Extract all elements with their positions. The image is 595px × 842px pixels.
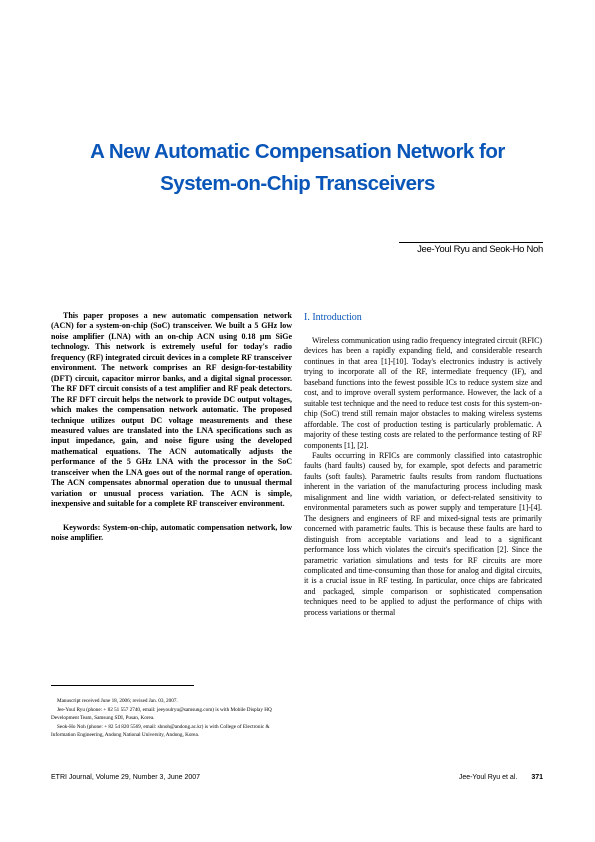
footer-journal: ETRI Journal, Volume 29, Number 3, June 2007 xyxy=(51,774,201,781)
paragraph: Faults occurring in RFICs are commonly classified into catastrophic faults (hard faults) caused by, for example, spot defects and parametric faults (soft faults). Parametric faults results from random fluctuations inherent in the variation of the manufacturing process including mask misalignment and line width variation, or defect-related sensitivity to environmental parameters such as power supply and temperature [1]-[4]. The designers and engineers of RF and mixed-signal tests are primarily concerned with parametric faults. This is because these faults are hard to distinguish from acceptable variations and lead to a significant performance loss which violates the circuit's specification [2]. Since the parametric variation simulations and tests for RF circuits are more complicated and time-consuming than those for analog and digital circuits, it is a crucial issue in RF testing. In particular, once chips are fabricated and packaged, simple comparison or sophisticated compensation techniques need to be applied to adjust the performance of chips with process variations or thermal xyxy=(304,450,542,617)
right-column xyxy=(304,312,542,618)
footnote-author-1: Jee-Youl Ryu (phone: + 82 51 557 2740, email: jeeyoulryu@samsung.com) is with Mobile Display HQ Development Team, Samsung SDI, Pusan, Korea. xyxy=(51,706,272,721)
abstract: This paper proposes a new automatic compensation network (ACN) for a system-on-chip (SoC) transceiver. We built a 5 GHz low noise amplifier (LNA) with an on-chip ACN using 0.18 µm SiGe technology. This network is extremely useful for today's radio frequency (RF) integrated circuit devices in a complete RF transceiver environment. The network comprises an RF design-for-testability (DFT) circuit, capacitor mirror banks, and a digital signal processor. The RF DFT circuit consists of a test amplifier and RF peak detectors. The RF DFT circuit helps the network to provide DC output voltages, which makes the compensation network automatic. The proposed technique utilizes output DC voltage measurements and these measured values are translated into the LNA specifications such as input impedance, gain, and noise figure using the developed mathematical equations. The ACN automatically adjusts the performance of the 5 GHz LNA with the processor in the SoC transceiver when the LNA goes out of the normal range of operation. The ACN compensates abnormal operation due to unusual thermal variation or unusual process variation. The ACN is simple, inexpensive and suitable for a complete RF transceiver environment. xyxy=(51,311,292,509)
footnotes xyxy=(51,697,292,740)
title-line-2: System-on-Chip Transceivers xyxy=(160,172,435,195)
footer-running-author: Jee-Youl Ryu et al. xyxy=(458,774,518,781)
author-line: Jee-Youl Ryu and Seok-Ho Noh xyxy=(417,244,543,255)
author-rule xyxy=(399,242,543,243)
title-line-1: A New Automatic Compensation Network for xyxy=(90,140,505,163)
paragraph: Wireless communication using radio frequency integrated circuit (RFIC) devices has been a rapidly expanding field, and considerable research continues in that area [1]-[10]. Today's electronics industry is actively trying to incorporate all of the RF, intermediate frequency (IF), and baseband functions into the fewest possible ICs to reduce system size and cost, and to improve overall system performance. However, the lack of a suitable test technique and the need to reduce test costs for this system-on-chip (SoC) trend still remain major obstacles to making wireless systems affordable. The cost of production testing is particularly problematic. A majority of these testing costs are related to the performance testing of RF components [1], [2]. xyxy=(304,336,542,450)
left-column xyxy=(51,311,292,544)
keywords: Keywords: System-on-chip, automatic compensation network, low noise amplifier. xyxy=(51,522,292,543)
footnote-rule xyxy=(51,685,194,686)
section-heading: I. Introduction xyxy=(304,312,362,323)
footnote-received: Manuscript received June 18, 2006; revised Jan. 03, 2007. xyxy=(57,698,178,704)
page-number: 371 xyxy=(531,774,543,781)
footer-right xyxy=(300,774,543,781)
footnote-author-2: Seok-Ho Noh (phone: + 82 54 820 5569, email: shnoh@andong.ac.kr) is with College of Electronic & Information Engineering, Andong National University, Andong, Korea. xyxy=(51,723,270,738)
